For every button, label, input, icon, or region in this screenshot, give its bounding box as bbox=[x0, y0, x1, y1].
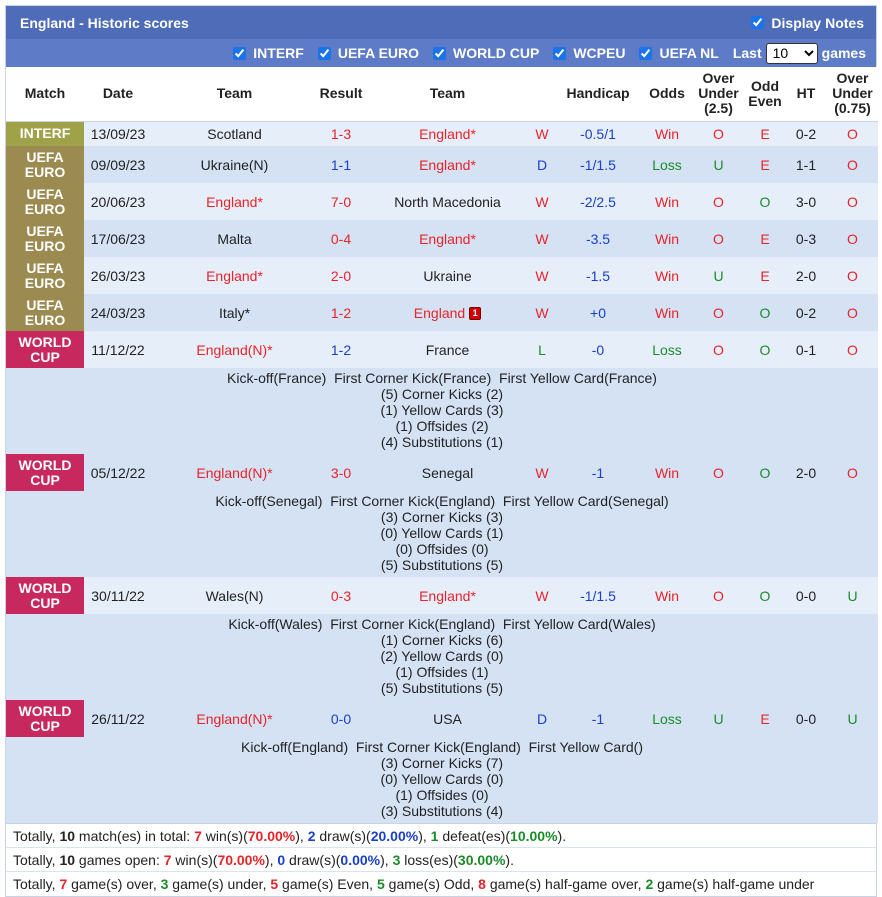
over-under-cell: U bbox=[692, 257, 745, 294]
wdl-cell: L bbox=[530, 331, 554, 368]
result-cell[interactable]: 2-0 bbox=[317, 257, 365, 294]
home-team-cell[interactable] bbox=[152, 454, 317, 491]
summary-value: 70.00% bbox=[247, 828, 296, 844]
summary-value: 2 bbox=[307, 828, 316, 844]
home-team[interactable]: Scotland bbox=[207, 125, 262, 142]
league-line2: CUP bbox=[30, 717, 60, 734]
summary-value: 1 bbox=[430, 828, 439, 844]
summary-text: defeat(es)( bbox=[438, 828, 511, 844]
result-cell[interactable]: 7-0 bbox=[317, 183, 365, 220]
col-odd-even bbox=[745, 67, 785, 121]
date-cell: 26/03/23 bbox=[84, 257, 152, 294]
summary-text: ), bbox=[295, 828, 308, 844]
away-team-cell[interactable] bbox=[365, 220, 530, 257]
league-line2: CUP bbox=[30, 594, 60, 611]
wdl-cell: W bbox=[530, 183, 554, 220]
home-team[interactable]: Ukraine(N) bbox=[200, 156, 269, 173]
over-under-cell: O bbox=[692, 294, 745, 331]
ht-cell: 0-2 bbox=[785, 294, 827, 331]
home-team-cell[interactable] bbox=[152, 257, 317, 294]
odds-cell: Loss bbox=[642, 146, 692, 183]
league-cell[interactable] bbox=[6, 257, 84, 294]
away-team[interactable]: Ukraine bbox=[423, 267, 472, 284]
odd-even-cell: E bbox=[745, 220, 785, 257]
summary-value: 10 bbox=[59, 828, 76, 844]
stat-line: (3) Corner Kicks (7) bbox=[380, 755, 504, 771]
home-team[interactable]: England* bbox=[206, 267, 263, 284]
col-over-under-25 bbox=[692, 67, 745, 121]
match-stats bbox=[6, 491, 878, 577]
summary-text: game(s) over, bbox=[67, 876, 161, 892]
match-stats bbox=[6, 737, 878, 823]
league-line2: EURO bbox=[24, 274, 66, 291]
stat-line: (5) Corner Kicks (2) bbox=[380, 386, 504, 402]
over-under-075-cell: U bbox=[827, 577, 878, 614]
date-cell: 13/09/23 bbox=[84, 121, 152, 146]
league-line1: WORLD bbox=[18, 333, 72, 350]
away-team-cell[interactable] bbox=[365, 257, 530, 294]
away-team[interactable]: Senegal bbox=[421, 464, 474, 481]
panel-title: England - Historic scores bbox=[20, 14, 189, 31]
odds-cell: Win bbox=[642, 577, 692, 614]
league-cell[interactable] bbox=[6, 700, 84, 737]
summary-over-under bbox=[6, 872, 876, 896]
stat-line: Kick-off(Senegal) First Corner Kick(England) First Yellow Card(Senegal) bbox=[215, 493, 669, 509]
over-under-cell: U bbox=[692, 146, 745, 183]
wdl-cell: D bbox=[530, 700, 554, 737]
filter-wcpeu[interactable] bbox=[553, 45, 625, 61]
result-cell[interactable]: 0-0 bbox=[317, 700, 365, 737]
over-under-075-cell: O bbox=[827, 146, 878, 183]
wdl-cell: W bbox=[530, 121, 554, 146]
filter-uefa-nl-checkbox[interactable] bbox=[639, 47, 652, 60]
last-games-control bbox=[733, 43, 866, 64]
over-under-cell: U bbox=[692, 700, 745, 737]
ht-cell: 3-0 bbox=[785, 183, 827, 220]
stat-line: (0) Offsides (0) bbox=[395, 541, 489, 557]
col-ou-line2: Under bbox=[698, 85, 739, 102]
summary-text: match(es) in total: bbox=[75, 828, 195, 844]
over-under-cell: O bbox=[692, 121, 745, 146]
away-team[interactable]: North Macedonia bbox=[394, 193, 501, 210]
filter-wcpeu-checkbox[interactable] bbox=[553, 47, 566, 60]
date-cell: 20/06/23 bbox=[84, 183, 152, 220]
wdl-cell: W bbox=[530, 577, 554, 614]
table-header-row bbox=[6, 67, 878, 121]
league-line2: EURO bbox=[24, 311, 66, 328]
away-team-cell[interactable] bbox=[365, 577, 530, 614]
odd-even-cell: O bbox=[745, 331, 785, 368]
league-line2: EURO bbox=[24, 237, 66, 254]
table-row bbox=[6, 146, 878, 183]
over-under-075-cell: O bbox=[827, 331, 878, 368]
home-team[interactable]: England(N)* bbox=[196, 710, 273, 727]
summary bbox=[6, 823, 876, 896]
home-team[interactable]: Italy* bbox=[218, 304, 251, 321]
ht-cell: 0-3 bbox=[785, 220, 827, 257]
league-line1: WORLD bbox=[18, 456, 72, 473]
over-under-cell: O bbox=[692, 454, 745, 491]
home-team[interactable]: England(N)* bbox=[196, 464, 273, 481]
summary-text: ), bbox=[380, 852, 393, 868]
summary-value: 0.00% bbox=[340, 852, 381, 868]
summary-value: 2 bbox=[645, 876, 654, 892]
home-team[interactable]: England* bbox=[206, 193, 263, 210]
league-cell[interactable] bbox=[6, 146, 84, 183]
stat-line: (2) Yellow Cards (0) bbox=[380, 648, 504, 664]
odds-cell: Win bbox=[642, 454, 692, 491]
home-team-cell[interactable] bbox=[152, 700, 317, 737]
summary-value: 10 bbox=[59, 852, 76, 868]
wdl-cell: D bbox=[530, 146, 554, 183]
odd-even-cell: O bbox=[745, 454, 785, 491]
summary-value: 7 bbox=[59, 876, 68, 892]
filter-uefa-euro-checkbox[interactable] bbox=[318, 47, 331, 60]
result-cell[interactable]: 0-3 bbox=[317, 577, 365, 614]
stat-line: Kick-off(England) First Corner Kick(England) First Yellow Card() bbox=[241, 739, 643, 755]
col-date: Date bbox=[84, 67, 152, 121]
summary-open bbox=[6, 848, 876, 872]
handicap-cell: -1 bbox=[554, 454, 642, 491]
odd-even-cell: E bbox=[745, 146, 785, 183]
away-team[interactable]: France bbox=[425, 341, 470, 358]
filter-uefa-euro-label: UEFA EURO bbox=[337, 45, 420, 61]
summary-text: win(s)( bbox=[201, 828, 248, 844]
handicap-cell: -1 bbox=[554, 700, 642, 737]
odds-cell: Win bbox=[642, 257, 692, 294]
summary-value: 5 bbox=[270, 876, 279, 892]
away-team[interactable]: England bbox=[413, 304, 466, 321]
last-label: Last bbox=[732, 45, 762, 61]
table-row bbox=[6, 454, 878, 491]
league-cell[interactable] bbox=[6, 294, 84, 331]
match-stats-row bbox=[6, 737, 878, 823]
stat-line: Kick-off(France) First Corner Kick(France) First Yellow Card(France) bbox=[227, 370, 657, 386]
handicap-cell: -1/1.5 bbox=[554, 577, 642, 614]
wdl-cell: W bbox=[530, 220, 554, 257]
summary-value: 3 bbox=[160, 876, 169, 892]
away-team-cell[interactable] bbox=[365, 121, 530, 146]
league-cell[interactable] bbox=[6, 577, 84, 614]
summary-text: win(s)( bbox=[171, 852, 218, 868]
league-cell[interactable] bbox=[6, 220, 84, 257]
league-line2: EURO bbox=[24, 200, 66, 217]
summary-value: 30.00% bbox=[457, 852, 506, 868]
stat-line: (0) Yellow Cards (1) bbox=[380, 525, 504, 541]
summary-text: games open: bbox=[75, 852, 164, 868]
stat-line: (3) Corner Kicks (3) bbox=[380, 509, 504, 525]
display-notes-checkbox[interactable] bbox=[751, 16, 764, 29]
summary-text: ), bbox=[264, 852, 278, 868]
summary-text: Totally, bbox=[13, 852, 60, 868]
summary-value: 3 bbox=[392, 852, 401, 868]
table-row bbox=[6, 700, 878, 737]
col-ou2-line2: Under bbox=[832, 85, 873, 102]
odds-cell: Loss bbox=[642, 331, 692, 368]
handicap-cell: +0 bbox=[554, 294, 642, 331]
league-line1: WORLD bbox=[18, 702, 72, 719]
col-team-home: Team bbox=[152, 67, 317, 121]
odds-cell: Win bbox=[642, 294, 692, 331]
filter-interf[interactable] bbox=[233, 45, 304, 61]
wdl-cell: W bbox=[530, 454, 554, 491]
over-under-cell: O bbox=[692, 577, 745, 614]
summary-text: Totally, bbox=[13, 828, 60, 844]
handicap-cell: -1/1.5 bbox=[554, 146, 642, 183]
league-cell[interactable] bbox=[6, 454, 84, 491]
filter-uefa-nl-label: UEFA NL bbox=[659, 45, 719, 61]
date-cell: 09/09/23 bbox=[84, 146, 152, 183]
league-line1: UEFA bbox=[26, 222, 64, 239]
match-stats bbox=[6, 614, 878, 700]
result-cell[interactable]: 1-2 bbox=[317, 331, 365, 368]
red-card-icon: 1 bbox=[469, 307, 481, 320]
matches-body bbox=[6, 121, 878, 823]
summary-value: 10.00% bbox=[510, 828, 558, 844]
filter-interf-label: INTERF bbox=[253, 45, 304, 61]
handicap-cell: -0.5/1 bbox=[554, 121, 642, 146]
over-under-075-cell: O bbox=[827, 294, 878, 331]
filter-interf-checkbox[interactable] bbox=[233, 47, 246, 60]
over-under-cell: O bbox=[692, 331, 745, 368]
col-ou-line3: (2.5) bbox=[704, 100, 733, 117]
col-result: Result bbox=[317, 67, 365, 121]
summary-text: game(s) under, bbox=[168, 876, 271, 892]
summary-value: 70.00% bbox=[217, 852, 265, 868]
odds-cell: Win bbox=[642, 121, 692, 146]
league-line1: UEFA bbox=[26, 185, 64, 202]
summary-text: loss(es)( bbox=[400, 852, 458, 868]
panel-header bbox=[6, 6, 876, 39]
away-team-cell[interactable] bbox=[365, 146, 530, 183]
away-team-cell[interactable] bbox=[365, 331, 530, 368]
league-line1: UEFA bbox=[26, 296, 64, 313]
over-under-075-cell: U bbox=[827, 700, 878, 737]
table-row bbox=[6, 183, 878, 220]
summary-text: ). bbox=[505, 852, 514, 868]
over-under-cell: O bbox=[692, 220, 745, 257]
match-stats-row bbox=[6, 368, 878, 454]
away-team[interactable]: England* bbox=[419, 587, 476, 604]
league-line2: CUP bbox=[30, 348, 60, 365]
col-handicap: Handicap bbox=[554, 67, 642, 121]
col-over-under-075 bbox=[827, 67, 878, 121]
stat-line: (1) Offsides (1) bbox=[395, 664, 489, 680]
date-cell: 30/11/22 bbox=[84, 577, 152, 614]
home-team-cell[interactable] bbox=[152, 121, 317, 146]
table-row bbox=[6, 331, 878, 368]
stat-line: (4) Substitutions (1) bbox=[380, 434, 504, 450]
result-cell[interactable]: 3-0 bbox=[317, 454, 365, 491]
home-team-cell[interactable] bbox=[152, 146, 317, 183]
historic-scores-panel bbox=[5, 5, 877, 897]
ht-cell: 0-2 bbox=[785, 121, 827, 146]
home-team-cell[interactable] bbox=[152, 577, 317, 614]
result-cell[interactable]: 1-2 bbox=[317, 294, 365, 331]
over-under-075-cell: O bbox=[827, 454, 878, 491]
stat-line: Kick-off(Wales) First Corner Kick(England) First Yellow Card(Wales) bbox=[228, 616, 656, 632]
col-ou2-line1: Over bbox=[836, 70, 869, 87]
ht-cell: 2-0 bbox=[785, 257, 827, 294]
result-cell[interactable]: 0-4 bbox=[317, 220, 365, 257]
col-match: Match bbox=[6, 67, 84, 121]
summary-value: 0 bbox=[277, 852, 286, 868]
home-team[interactable]: Wales(N) bbox=[205, 587, 264, 604]
stat-line: (1) Yellow Cards (3) bbox=[380, 402, 504, 418]
result-cell[interactable]: 1-1 bbox=[317, 146, 365, 183]
handicap-cell: -3.5 bbox=[554, 220, 642, 257]
away-team[interactable]: England* bbox=[419, 230, 476, 247]
odd-even-cell: E bbox=[745, 700, 785, 737]
home-team[interactable]: Malta bbox=[217, 230, 252, 247]
filter-wcpeu-label: WCPEU bbox=[573, 45, 626, 61]
ht-cell: 2-0 bbox=[785, 454, 827, 491]
date-cell: 24/03/23 bbox=[84, 294, 152, 331]
match-stats-row bbox=[6, 491, 878, 577]
stat-line: (5) Substitutions (5) bbox=[380, 680, 504, 696]
summary-value: 7 bbox=[163, 852, 172, 868]
odds-cell: Win bbox=[642, 183, 692, 220]
over-under-075-cell: O bbox=[827, 257, 878, 294]
odds-cell: Loss bbox=[642, 700, 692, 737]
ht-cell: 0-1 bbox=[785, 331, 827, 368]
league-line1: UEFA bbox=[26, 259, 64, 276]
odd-even-cell: E bbox=[745, 121, 785, 146]
filter-uefa-nl[interactable] bbox=[639, 45, 718, 61]
last-games-select[interactable] bbox=[766, 43, 818, 64]
odd-even-cell: O bbox=[745, 294, 785, 331]
summary-results bbox=[6, 824, 876, 848]
filter-world-cup-label: WORLD CUP bbox=[453, 45, 540, 61]
stat-line: (3) Substitutions (4) bbox=[380, 803, 504, 819]
away-team[interactable]: England* bbox=[419, 156, 476, 173]
col-oe-line1: Odd bbox=[751, 77, 779, 94]
summary-text: Totally, bbox=[13, 876, 60, 892]
table-row bbox=[6, 294, 878, 331]
date-cell: 17/06/23 bbox=[84, 220, 152, 257]
col-team-away: Team bbox=[365, 67, 530, 121]
summary-value: 20.00% bbox=[370, 828, 419, 844]
odd-even-cell: O bbox=[745, 183, 785, 220]
league-cell[interactable] bbox=[6, 331, 84, 368]
match-stats-row bbox=[6, 614, 878, 700]
away-team[interactable]: England* bbox=[419, 125, 476, 142]
away-team-cell[interactable] bbox=[365, 183, 530, 220]
home-team-cell[interactable] bbox=[152, 294, 317, 331]
summary-text: draw(s)( bbox=[285, 852, 341, 868]
wdl-cell: W bbox=[530, 257, 554, 294]
filter-world-cup-checkbox[interactable] bbox=[433, 47, 446, 60]
over-under-075-cell: O bbox=[827, 220, 878, 257]
stat-line: (1) Offsides (2) bbox=[395, 418, 489, 434]
odd-even-cell: E bbox=[745, 257, 785, 294]
table-row bbox=[6, 121, 878, 146]
league-line2: CUP bbox=[30, 471, 60, 488]
summary-text: game(s) half-game under bbox=[653, 876, 815, 892]
ht-cell: 0-0 bbox=[785, 577, 827, 614]
display-notes-label: Display Notes bbox=[771, 14, 864, 31]
date-cell: 26/11/22 bbox=[84, 700, 152, 737]
result-cell[interactable]: 1-3 bbox=[317, 121, 365, 146]
col-ou2-line3: (0.75) bbox=[834, 100, 871, 117]
display-notes-toggle[interactable] bbox=[751, 15, 864, 31]
summary-text: ). bbox=[557, 828, 567, 844]
away-team-cell[interactable] bbox=[365, 294, 530, 331]
summary-value: 8 bbox=[478, 876, 486, 892]
home-team-cell[interactable] bbox=[152, 183, 317, 220]
home-team-cell[interactable] bbox=[152, 331, 317, 368]
table-row bbox=[6, 577, 878, 614]
col-ht: HT bbox=[785, 67, 827, 121]
wdl-cell: W bbox=[530, 294, 554, 331]
over-under-075-cell: O bbox=[827, 121, 878, 146]
league-line1: INTERF bbox=[19, 125, 71, 142]
league-line1: WORLD bbox=[18, 579, 72, 596]
stat-line: (5) Substitutions (5) bbox=[380, 557, 504, 573]
match-stats bbox=[6, 368, 878, 454]
col-wdl bbox=[530, 67, 554, 121]
odd-even-cell: O bbox=[745, 577, 785, 614]
home-team[interactable]: England(N)* bbox=[196, 341, 273, 358]
away-team-cell[interactable] bbox=[365, 700, 530, 737]
filter-world-cup[interactable] bbox=[433, 45, 539, 61]
handicap-cell: -1.5 bbox=[554, 257, 642, 294]
odds-cell: Win bbox=[642, 220, 692, 257]
stat-line: (1) Offsides (0) bbox=[395, 787, 489, 803]
col-oe-line2: Even bbox=[748, 92, 782, 109]
col-odds: Odds bbox=[642, 67, 692, 121]
table-row bbox=[6, 220, 878, 257]
summary-text: game(s) half-game over, bbox=[485, 876, 646, 892]
league-line2: EURO bbox=[24, 163, 66, 180]
handicap-cell: -0 bbox=[554, 331, 642, 368]
home-team-cell[interactable] bbox=[152, 220, 317, 257]
date-cell: 05/12/22 bbox=[84, 454, 152, 491]
col-ou-line1: Over bbox=[702, 70, 735, 87]
filter-uefa-euro[interactable] bbox=[318, 45, 419, 61]
stat-line: (1) Corner Kicks (6) bbox=[380, 632, 504, 648]
league-line1: UEFA bbox=[26, 148, 64, 165]
over-under-075-cell: O bbox=[827, 183, 878, 220]
summary-text: draw(s)( bbox=[315, 828, 371, 844]
games-label: games bbox=[821, 45, 866, 61]
stat-line: (0) Yellow Cards (0) bbox=[380, 771, 504, 787]
filter-bar bbox=[6, 39, 876, 67]
summary-text: ), bbox=[418, 828, 431, 844]
league-cell[interactable] bbox=[6, 121, 84, 146]
ht-cell: 1-1 bbox=[785, 146, 827, 183]
league-cell[interactable] bbox=[6, 183, 84, 220]
summary-value: 7 bbox=[194, 828, 202, 844]
summary-text: game(s) Even, bbox=[278, 876, 377, 892]
table-row bbox=[6, 257, 878, 294]
away-team[interactable]: USA bbox=[433, 710, 462, 727]
date-cell: 11/12/22 bbox=[84, 331, 152, 368]
ht-cell: 0-0 bbox=[785, 700, 827, 737]
away-team-cell[interactable] bbox=[365, 454, 530, 491]
summary-value: 5 bbox=[376, 876, 385, 892]
handicap-cell: -2/2.5 bbox=[554, 183, 642, 220]
over-under-cell: O bbox=[692, 183, 745, 220]
summary-text: game(s) Odd, bbox=[384, 876, 479, 892]
matches-table bbox=[6, 67, 878, 823]
